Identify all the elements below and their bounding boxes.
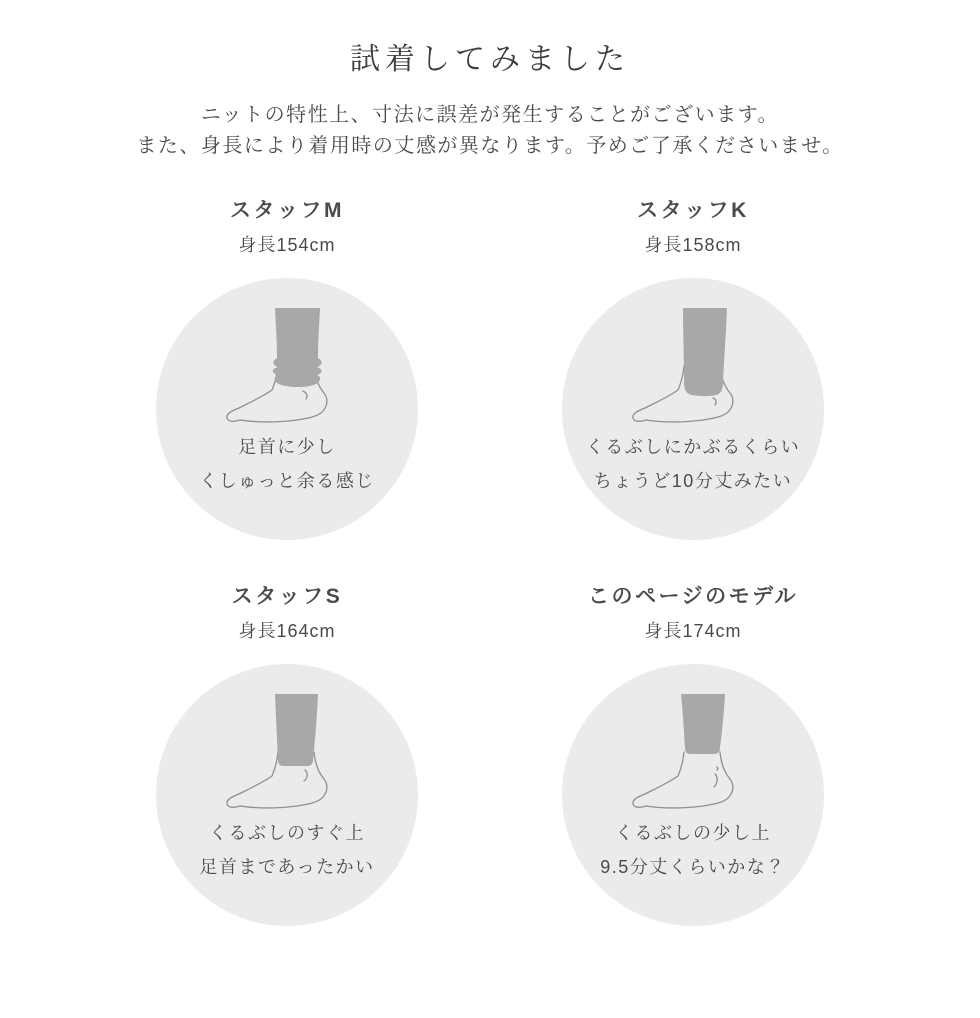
fit-comment-line-2: 9.5分丈くらいかな？: [600, 857, 786, 877]
ankle-line: [303, 391, 307, 399]
ankle-covered-hem-leg-icon: [623, 302, 763, 426]
subtitle-line-2: また、身長により着用時の丈感が異なります。予めご了承くださいませ。: [136, 135, 844, 157]
ankle-scrunched-hem-leg-icon: [217, 302, 357, 426]
fit-circle: [156, 278, 418, 540]
staff-height: 身長164cm: [238, 621, 336, 641]
staff-name: このページのモデル: [587, 585, 799, 608]
fit-comment-line-1: くるぶしのすぐ上: [208, 823, 365, 843]
fit-card-staff-s: [84, 584, 490, 926]
staff-height: 身長154cm: [238, 235, 336, 255]
ankle-bone-line: [714, 767, 718, 787]
pants-leg-shape: [275, 694, 318, 766]
fit-comment: [199, 430, 375, 498]
staff-name: スタッフK: [637, 199, 749, 222]
pants-leg-shape: [681, 694, 725, 754]
staff-name: スタッフM: [230, 199, 344, 222]
fit-comment-line-1: くるぶしの少し上: [615, 823, 771, 843]
fit-circle: [562, 664, 824, 926]
page-title: 試着してみました: [350, 43, 630, 76]
above-ankle-hem-leg-icon: [217, 688, 357, 812]
ankle-line: [713, 398, 716, 405]
fit-comment-line-2: ちょうど10分丈みたい: [593, 471, 793, 491]
fit-comment: [586, 430, 801, 498]
fit-comment-line-2: くしゅっと余る感じ: [199, 471, 375, 491]
fit-circle: [156, 664, 418, 926]
subtitle-line-1: ニットの特性上、寸法に誤差が発生することがございます。: [200, 104, 780, 126]
pants-leg-shape: [683, 308, 727, 396]
fit-comment: [199, 816, 374, 884]
pants-leg-shape: [273, 308, 322, 387]
staff-name: スタッフS: [231, 585, 343, 608]
fit-card-page-model: [490, 584, 896, 926]
foot-outline: [633, 752, 733, 808]
fit-review-grid: [0, 198, 980, 926]
cropped-hem-leg-icon: [623, 688, 763, 812]
fit-comment-line-1: 足首に少し: [238, 437, 336, 457]
fit-comment-line-1: くるぶしにかぶるくらい: [585, 437, 801, 457]
fit-circle: [562, 278, 824, 540]
fit-comment-line-2: 足首まであったかい: [199, 857, 375, 877]
staff-height: 身長158cm: [644, 235, 742, 255]
page-subtitle: [0, 100, 980, 162]
ankle-line: [304, 770, 307, 781]
fit-card-staff-m: [84, 198, 490, 540]
fit-comment: [600, 816, 786, 884]
fit-card-staff-k: [490, 198, 896, 540]
staff-height: 身長174cm: [644, 621, 742, 641]
